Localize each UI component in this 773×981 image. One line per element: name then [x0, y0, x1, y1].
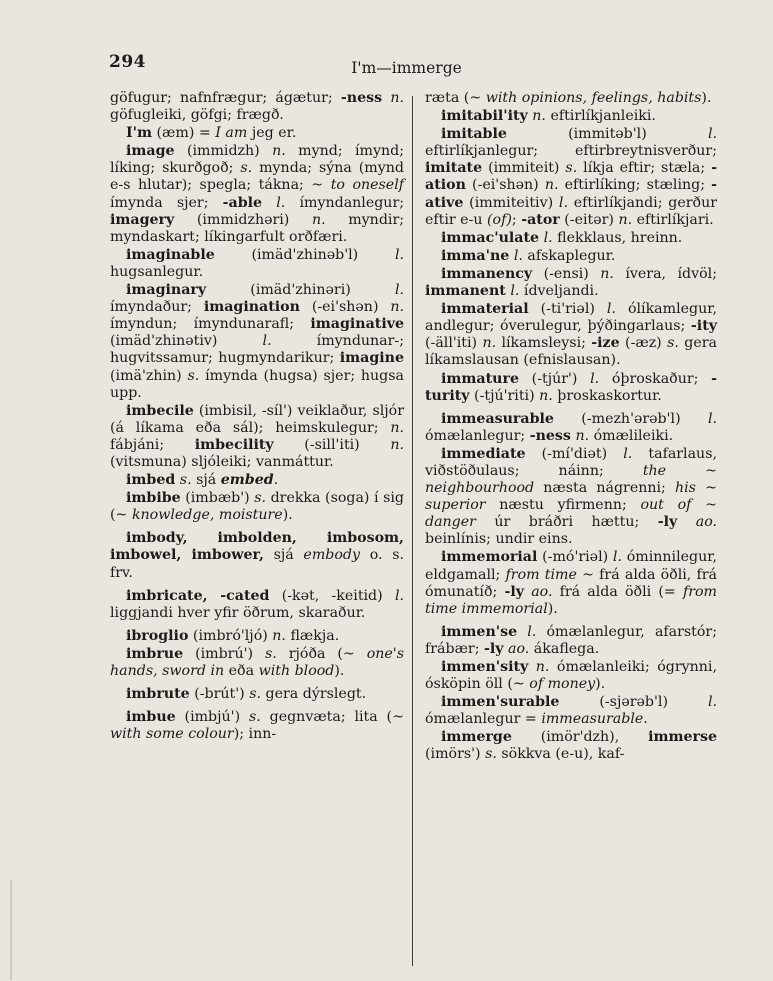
dictionary-entry-imaginable: imaginable (imäd'zhinəb'l) l. hugsanlegur. — [110, 246, 404, 280]
dictionary-entry-imitability: imitabil'ity n. eftirlíkjanleiki. — [441, 108, 656, 125]
dictionary-entry-immense: immen'se l. ómælanlegur, afarstór; frábær; -ly ao. ákaflega. — [425, 623, 717, 657]
page-number: 294 — [109, 52, 146, 72]
dictionary-entry-imbrue: imbrue (imbrú') s. rjóða (~ one's hands, sword in eða with blood). — [110, 645, 404, 679]
dictionary-entry-imaginary: imaginary (imäd'zhinəri) l. ímyndaður; imagination (-ei'shən) n. ímyndun; ímyndunarafl; imaginative (imäd'zhinətiv) l. ímyndunar-; hugvitssamur; hugmyndarikur; imagine (imä'zhin) s. ímynda (hugsa) sjer; hugsa upp. — [110, 282, 405, 401]
dictionary-entry-imbricate: imbricate, -cated (-kət, -keitid) l. liggjandi hver yfir öðrum, skaraður. — [110, 587, 404, 621]
dictionary-entry-imbrute: imbrute (-brút') s. gera dýrslegt. — [126, 686, 367, 703]
dictionary-entry-image: image (immidzh) n. mynd; ímynd; líking; skurðgoð; s. mynda; sýna (mynd e-s hlutar); spegla; tákna; ~ to oneself ímynda sjer; -able l. ímyndanlegur; imagery (immidzhəri) n. myndir; myndaskart; líkingarfult orðfæri. — [110, 143, 405, 245]
right-column — [425, 90, 717, 765]
dictionary-entry-immanency: immanency (-ensi) n. ívera, ídvöl; immanent l. ídveljandi. — [425, 265, 717, 300]
dictionary-entry-gofugur: göfugur; nafnfrægur; ágætur; -ness n. göfugleiki, göfgi; frægð. — [110, 90, 404, 124]
dictionary-entry-imbibe: imbibe (imbæb') s. drekka (soga) í sig (~ knowledge, moisture). — [110, 490, 404, 524]
running-head: I'm—immerge — [351, 59, 462, 77]
dictionary-entry-immemorial: immemorial (-mó'riəl) l. óminnilegur, eldgamall; from time ~ frá alda öðli, frá ómunatíð; -ly ao. frá alda öðli (= from time immemorial). — [425, 549, 717, 617]
dictionary-entry-raeta: ræta (~ with opinions, feelings, habits). — [425, 90, 712, 106]
dictionary-entry-imbecile: imbecile (imbisil, -síl') veiklaður, sljór (á líkama eða sál); heimskulegur; n. fábjáni; imbecility (-sill'iti) n. (vitsmuna) sljóleiki; vanmáttur. — [110, 402, 404, 470]
dictionary-entry-immane: imma'ne l. afskaplegur. — [441, 247, 616, 264]
dictionary-entry-immediate: immediate (-mí'diət) l. tafarlaus, viðstöðulaus; náinn; the ~ neighbourhood næsta nágrenni; his ~ superior næstu yfirmenn; out of ~ danger úr bráðri hættu; -ly ao. beinlínis; undir eins. — [425, 445, 718, 548]
dictionary-entry-imbed: imbed s. sjá embed. — [126, 472, 279, 489]
column-divider — [412, 96, 413, 966]
dictionary-entry-immaculate: immac'ulate l. flekklaus, hreinn. — [441, 229, 683, 246]
dictionary-entry-immature: immature (-tjúr') l. óþroskaður; -turity (-tjú'riti) n. þroskaskortur. — [425, 370, 717, 404]
dictionary-entry-immensity: immen'sity n. ómælanleiki; ógrynni, ósköpin öll (~ of money). — [425, 659, 717, 693]
dictionary-entry-immeasurable: immeasurable (-mezh'ərəb'l) l. ómælanlegur; -ness n. ómælileiki. — [425, 410, 717, 444]
dictionary-entry-immaterial: immaterial (-ti'riəl) l. ólíkamlegur, andlegur; óverulegur, þýðingarlaus; -ity (-äll'iti) n. líkamsleysi; -ize (-æz) s. gera líkamslausan (efnislausan). — [425, 301, 717, 369]
left-column — [110, 90, 404, 744]
dictionary-entry-imbue: imbue (imbjú') s. gegnvæta; lita (~ with some colour); inn- — [110, 709, 404, 743]
dictionary-entry-im: I'm (æm) = I am jeg er. — [126, 125, 297, 142]
dictionary-entry-imbody: imbody, imbolden, imbosom, imbowel, imbower, sjá embody o. s. frv. — [110, 530, 404, 581]
page-edge-shadow — [10, 880, 12, 980]
dictionary-entry-immerge: immerge (imör'dzh), immerse (imörs') s. sökkva (e-u), kaf- — [425, 729, 717, 763]
dictionary-entry-imitable: imitable (immitəb'l) l. eftirlíkjanlegur; eftirbreytnisverður; imitate (immiteit) s. líkja eftir; stæla; -ation (-ei'shən) n. eftirlíking; stæling; -ative (immiteitiv) l. eftirlíkjandi; gerður eftir e-u (of); -ator (-eitər) n. eftirlíkjari. — [425, 126, 717, 228]
dictionary-entry-ibroglio: ibroglio (imbró'ljó) n. flækja. — [126, 627, 340, 644]
dictionary-entry-immensurable: immen'surable (-sjərəb'l) l. ómælanlegur = immeasurable. — [425, 694, 717, 728]
